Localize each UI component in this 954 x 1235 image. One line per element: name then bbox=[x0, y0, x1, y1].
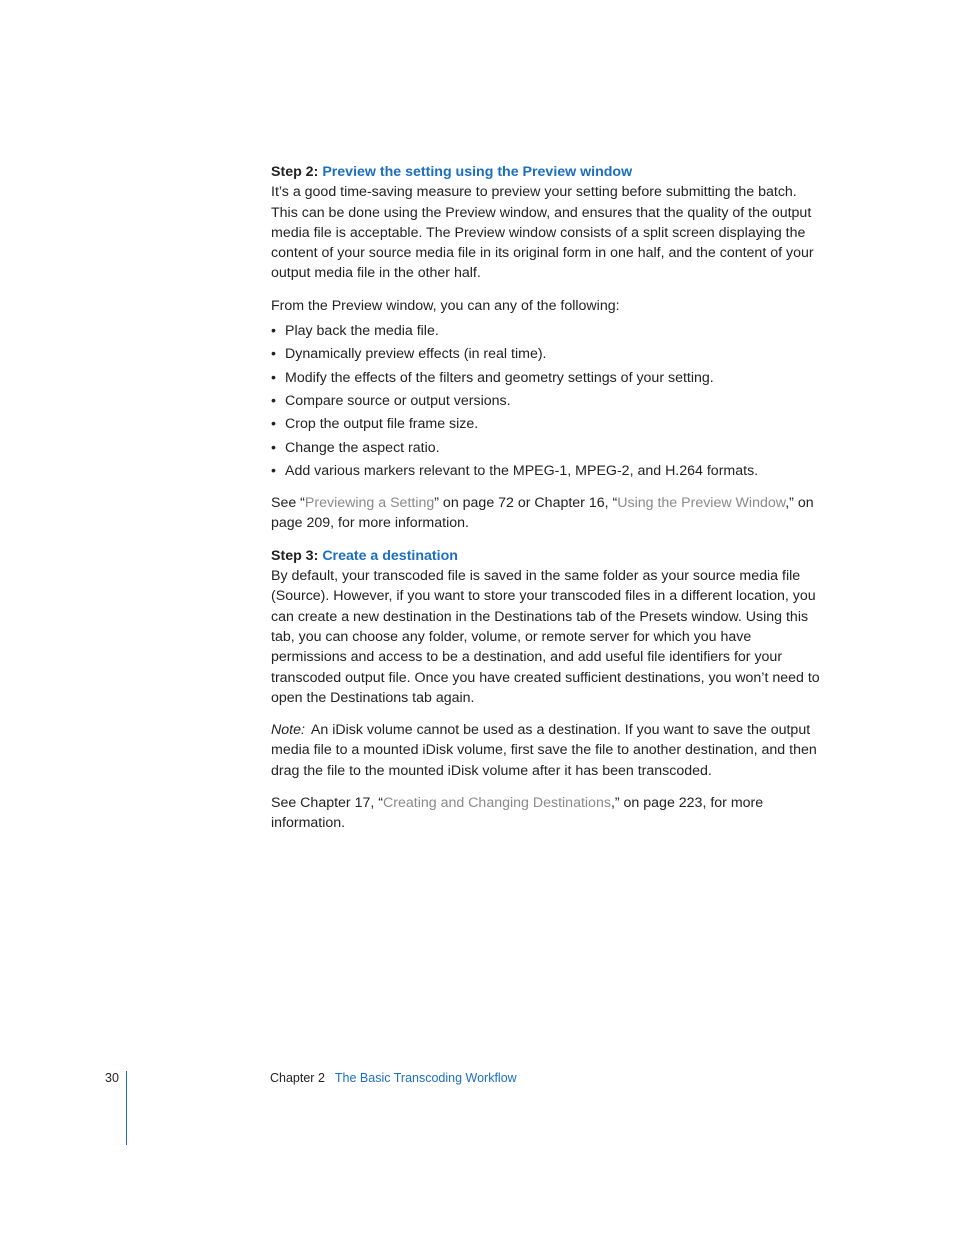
see-text: ” on page 72 or Chapter 16, “ bbox=[434, 495, 618, 512]
footer-chapter bbox=[270, 1071, 517, 1085]
list-item bbox=[271, 391, 827, 411]
list-item bbox=[271, 414, 827, 434]
bullet-icon: • bbox=[271, 346, 276, 363]
list-item bbox=[271, 344, 827, 364]
step-2-see-also bbox=[271, 493, 827, 534]
see-text: ,” on page 209, for more information. bbox=[271, 495, 814, 532]
step-3-see-also bbox=[271, 793, 827, 834]
see-text: See Chapter 17, “ bbox=[271, 795, 383, 812]
footer-divider bbox=[126, 1071, 127, 1145]
list-item-text: Modify the effects of the filters and geometry settings of your setting. bbox=[285, 369, 714, 386]
list-item-text: Compare source or output versions. bbox=[285, 392, 511, 409]
list-item bbox=[271, 321, 827, 341]
bullet-icon: • bbox=[271, 462, 276, 479]
note-paragraph bbox=[271, 720, 827, 781]
list-item-text: Crop the output file frame size. bbox=[285, 416, 479, 433]
bullet-icon: • bbox=[271, 323, 276, 340]
step-3-heading bbox=[271, 546, 827, 566]
step-2-label: Step 2: bbox=[271, 164, 319, 180]
link-previewing-a-setting[interactable]: Previewing a Setting bbox=[304, 495, 435, 512]
preview-options-list bbox=[271, 321, 827, 481]
link-using-the-preview-window[interactable]: Using the Preview Window bbox=[617, 495, 786, 512]
see-text: See “ bbox=[271, 495, 305, 512]
list-item-text: Dynamically preview effects (in real time). bbox=[285, 346, 547, 363]
step-2-heading bbox=[271, 162, 827, 182]
chapter-label: Chapter 2 bbox=[270, 1071, 325, 1085]
step-3-paragraph: By default, your transcoded file is saved in the same folder as your source media file (Source). However, if you want to store your transcoded files in a different location, you can create a new destination in the Destinations tab of the Presets window. Using this tab, you can choose any folder, volume, or remote server for which you have permissions and access to be a destination, and add useful file identifiers for your transcoded output file. Once you have created sufficient destinations, you won’t need to open the Destinations tab again. bbox=[271, 568, 820, 706]
note-text: An iDisk volume cannot be used as a destination. If you want to save the output media file to a mounted iDisk volume, first save the file to another destination, and then drag the file to the mounted iDisk volume after it has been transcoded. bbox=[271, 722, 817, 779]
note-label: Note: bbox=[271, 722, 305, 739]
page-number: 30 bbox=[105, 1071, 119, 1085]
bullet-icon: • bbox=[271, 369, 276, 386]
step-3-title: Create a destination bbox=[322, 547, 458, 564]
chapter-title-link[interactable]: The Basic Transcoding Workflow bbox=[334, 1071, 517, 1085]
list-item-text: Play back the media file. bbox=[285, 323, 439, 340]
preview-intro: From the Preview window, you can any of the following: bbox=[271, 297, 620, 314]
list-item bbox=[271, 368, 827, 388]
link-creating-and-changing-destinations[interactable]: Creating and Changing Destinations bbox=[383, 795, 611, 812]
list-item-text: Change the aspect ratio. bbox=[285, 439, 440, 456]
step-2-paragraph: It’s a good time-saving measure to preview your setting before submitting the batch. This can be done using the Preview window, and ensures that the quality of the output media file is acceptable. The Preview window consists of a split screen displaying the content of your source media file in its original form in one half, and the content of your output media file in the other half. bbox=[271, 184, 814, 282]
bullet-icon: • bbox=[271, 392, 276, 409]
bullet-icon: • bbox=[271, 416, 276, 433]
list-item bbox=[271, 461, 827, 481]
main-content bbox=[271, 162, 827, 834]
list-item bbox=[271, 438, 827, 458]
list-item-text: Add various markers relevant to the MPEG-1, MPEG-2, and H.264 formats. bbox=[285, 462, 759, 479]
step-3-label: Step 3: bbox=[271, 547, 319, 564]
bullet-icon: • bbox=[271, 439, 276, 456]
see-text: ,” on page 223, for more information. bbox=[271, 795, 764, 832]
step-2-title: Preview the setting using the Preview window bbox=[322, 164, 633, 180]
